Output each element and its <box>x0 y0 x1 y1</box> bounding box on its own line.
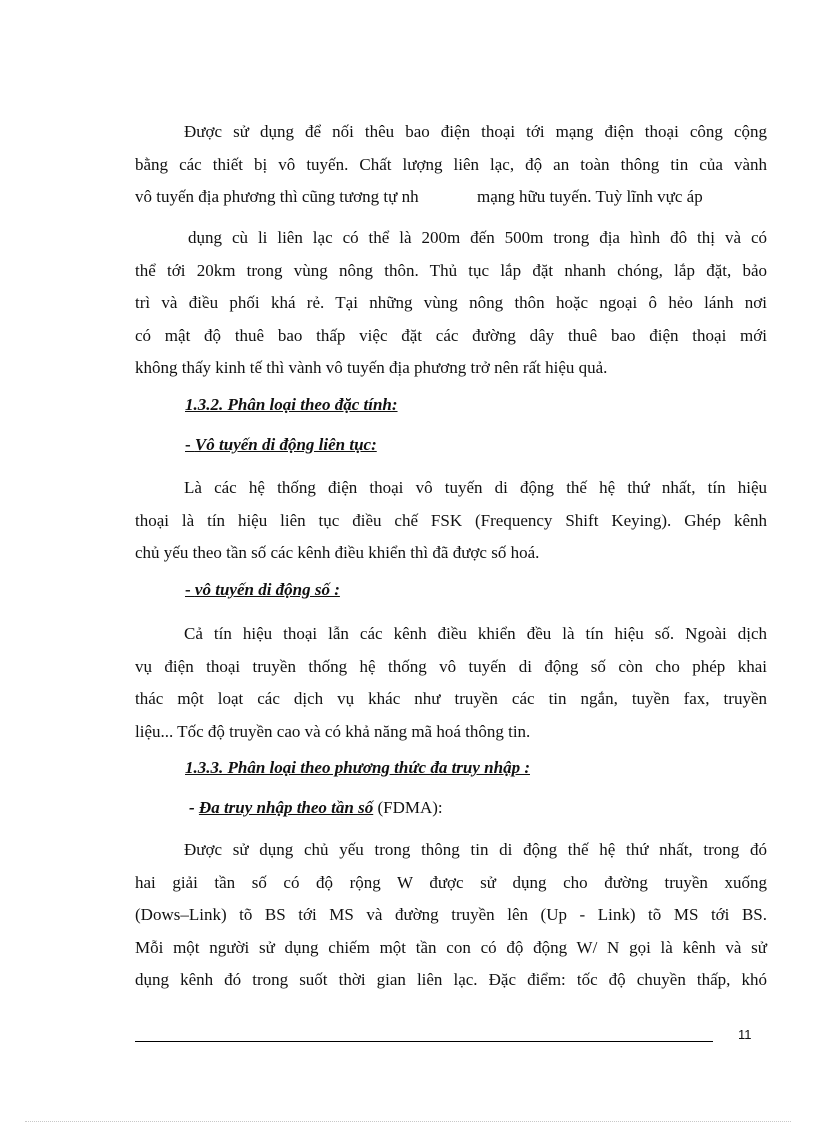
text-line: không thấy kinh tế thì vành vô tuyến địa phương trở nên rất hiệu quả. <box>135 358 608 378</box>
text-line: trì và điều phối khá rẻ. Tại những vùng nông thôn hoặc ngoại ô hẻo lánh nơi <box>135 293 767 313</box>
subheading-fdma <box>189 798 443 818</box>
text-segment: vô tuyến địa phương thì cũng tương tự nh <box>135 187 419 207</box>
text-line: dụng kênh đó trong suốt thời gian liên lạc. Đặc điểm: tốc độ chuyền thấp, khó <box>135 970 767 990</box>
paragraph-4 <box>135 618 767 748</box>
paragraph-2 <box>135 222 767 385</box>
text-line: chủ yếu theo tần số các kênh điều khiển thì đã được số hoá. <box>135 543 540 563</box>
subheading-continuous-mobile <box>185 435 377 455</box>
text-line: Được sử dụng chủ yếu trong thông tin di động thế hệ thứ nhất, trong đó <box>184 840 767 859</box>
subheading-text: vô tuyến di động số : <box>194 580 340 599</box>
page-break-line <box>25 1121 791 1122</box>
text-line: dụng cù li liên lạc có thể là 200m đến 500m trong địa hình đô thị và có <box>188 228 767 247</box>
paragraph-5 <box>135 834 767 997</box>
text-line: thể tới 20km trong vùng nông thôn. Thủ tục lắp đặt nhanh chóng, lắp đặt, bảo <box>135 260 767 280</box>
dash: - <box>185 580 195 599</box>
dash: - <box>185 435 195 454</box>
text-line: Là các hệ thống điện thoại vô tuyến di động thế hệ thứ nhất, tín hiệu <box>184 478 767 497</box>
subheading-text: Đa truy nhập theo tần số <box>198 798 374 817</box>
section-heading-1-3-2: 1.3.2. Phân loại theo đặc tính: <box>185 395 398 414</box>
text-line: (Dows–Link) tõ BS tới MS và đường truyền lên (Up - Link) tõ MS tới BS. <box>135 905 767 925</box>
text-line: hai giải tần số có độ rộng W được sử dụng cho đường truyền xuống <box>135 872 767 892</box>
paragraph-1 <box>135 116 767 214</box>
text-line: liệu... Tốc độ truyền cao và có khả năng mã hoá thông tin. <box>135 721 531 741</box>
subheading-suffix: (FDMA): <box>373 798 443 817</box>
text-line <box>135 181 767 214</box>
subheading-digital-mobile <box>185 580 340 600</box>
text-line: thác một loạt các dịch vụ khác như truyền các tin ngắn, tuyền fax, truyền <box>135 689 767 709</box>
paragraph-3 <box>135 472 767 570</box>
text-line: có mật độ thuê bao thấp việc đặt các đường dây thuê bao điện thoại mới <box>135 325 767 345</box>
text-line: Được sử dụng để nối thêu bao điện thoại tới mạng điện thoại công cộng <box>184 122 767 141</box>
text-segment: mạng hữu tuyến. Tuỳ lĩnh vực áp <box>477 187 703 207</box>
text-line: thoại là tín hiệu liên tục điều chế FSK (Frequency Shift Keying). Ghép kênh <box>135 510 767 530</box>
subheading-text: Vô tuyến di động liên tục: <box>194 435 377 454</box>
page-number: 11 <box>738 1027 752 1042</box>
text-line: bằng các thiết bị vô tuyến. Chất lượng liên lạc, độ an toàn thông tin của vành <box>135 154 767 174</box>
text-line: Mỗi một người sử dụng chiếm một tần con có độ động W/ N gọi là kênh và sử <box>135 937 767 957</box>
section-heading-1-3-3: 1.3.3. Phân loại theo phương thức đa truy nhập : <box>185 758 530 777</box>
footer-rule <box>135 1041 713 1042</box>
text-line: Cả tín hiệu thoại lẫn các kênh điều khiển đều là tín hiệu số. Ngoài dịch <box>184 624 767 643</box>
text-line: vụ điện thoại truyền thống hệ thống vô tuyến di động số còn cho phép khai <box>135 656 767 676</box>
dash: - <box>189 798 199 817</box>
